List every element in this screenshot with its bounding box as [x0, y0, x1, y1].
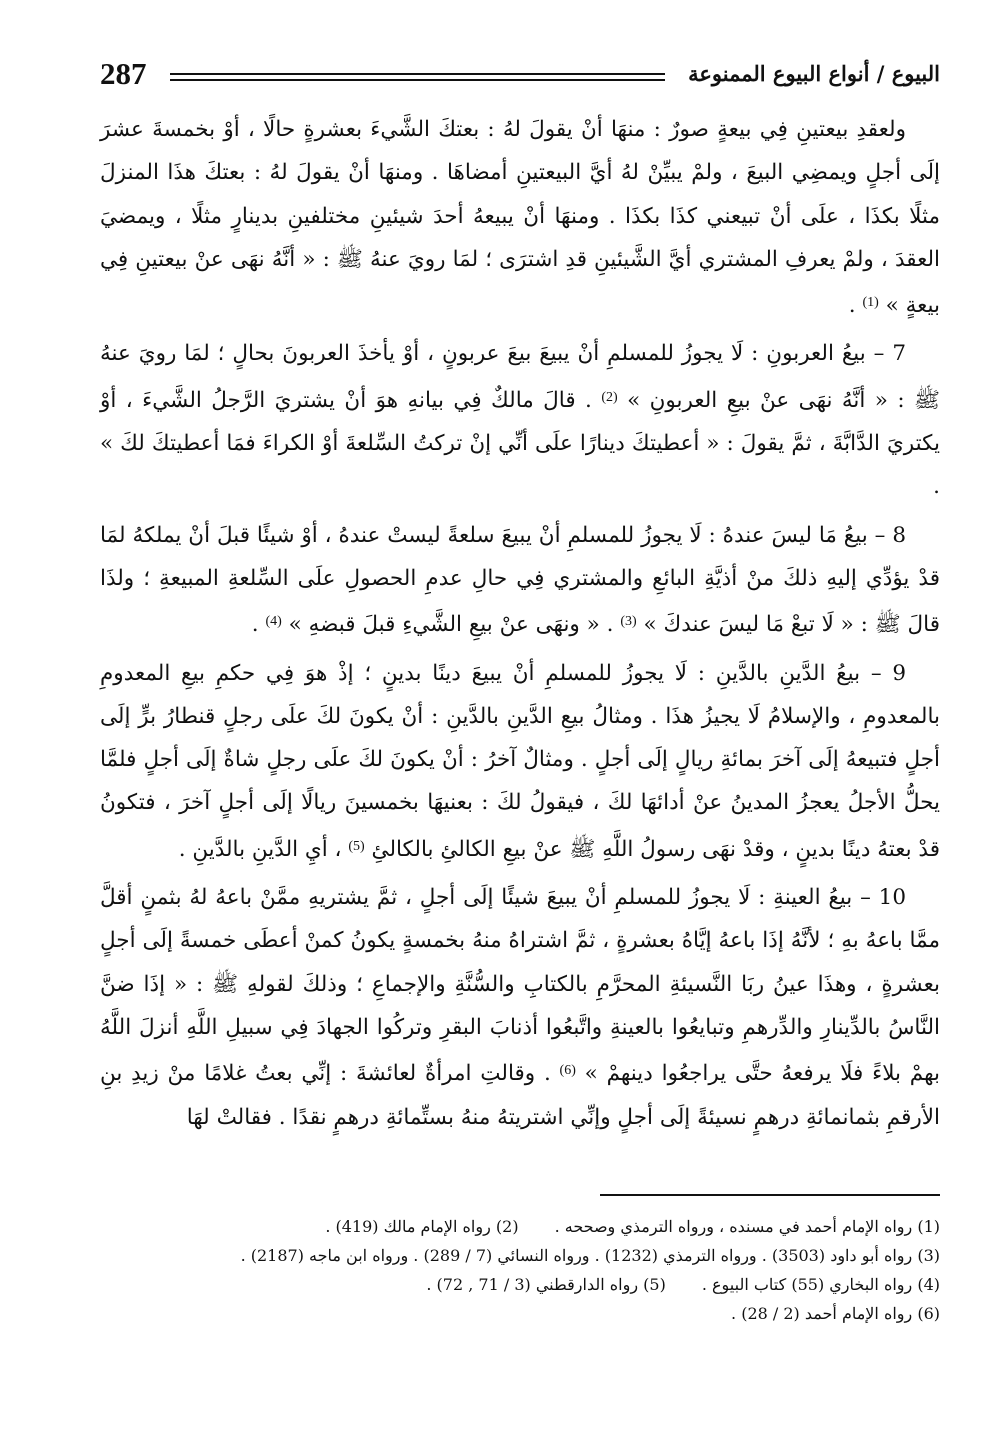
footnote-reference: (6): [559, 1063, 576, 1079]
footnotes: [120, 1212, 940, 1328]
header-rule: [170, 79, 665, 81]
paragraph-text: 9 – بيعُ الدَّينِ بالدَّينِ : لَا يجوزُ للمسلمِ أنْ يبيعَ دينًا بدينٍ ؛ إذْ هوَ فِي حكمِ بيعِ المعدومِ بالمعدومِ ، والإسلامُ لَا يجيزُ هذَا . ومثالُ بيعِ الدَّينِ بالدَّينِ : أنْ يكونَ لكَ علَى رجلٍ قنطارُ برٍّ إلَى أجلٍ فتبيعهُ إلَى آخرَ بمائةِ ريالٍ إلَى أجلٍ . ومثالٌ آخرُ : أنْ يكونَ لكَ علَى رجلٍ شاةٌ إلَى أجلٍ فلمَّا يحلُّ الأجلُ يعجزُ المدينُ عنْ أدائهَا لكَ ، فيقولُ لكَ : بعنيهَا بخمسينَ ريالًا إلَى أجلٍ آخرَ ، فتكونُ قدْ بعتهُ دينًا بدينٍ ، وقدْ نهَى رسولُ اللَّهِ ﷺ عنْ بيعِ الكالئِ بالكالئِ: [100, 660, 940, 862]
footnote-rule: [600, 1194, 940, 1196]
footnote: (1) رواه الإمام أحمد في مسنده ، ورواه الترمذي وصححه .: [554, 1217, 940, 1236]
footnote: (2) رواه الإمام مالك (419) .: [325, 1217, 519, 1236]
body-paragraph: [100, 652, 940, 871]
footnote-line: [120, 1270, 940, 1299]
footnote-reference: (3): [620, 614, 637, 630]
footnote-line: [120, 1241, 940, 1270]
paragraph-text: ولعقدِ بيعتينِ فِي بيعةٍ صورٌ : منهَا أنْ يقولَ لهُ : بعتكَ الشَّيءَ بعشرةٍ حالًا ، أوْ بخمسةَ عشرَ إلَى أجلٍ ويمضِي البيعَ ، ولمْ يبيِّنْ لهُ أيَّ البيعتينِ أمضاهَا . ومنهَا أنْ يقولَ لهُ : بعتكَ هذَا المنزلَ مثلًا بكذَا ، علَى أنْ تبيعني كذَا بكذَا . ومنهَا أنْ يبيعهُ أحدَ شيئينِ مختلفينِ بدينارٍ مثلًا ، ويمضيَ العقدَ ، ولمْ يعرفِ المشتري أيَّ الشَّيئينِ قدِ اشترَى ؛ لمَا رويَ عنهُ ﷺ : « أنَّهُ نهَى عنْ بيعتينِ فِي بيعةٍ »: [100, 117, 940, 319]
running-title: البيوع / أنواع البيوع الممنوعة: [688, 61, 940, 86]
paragraph-text: 8 – بيعُ مَا ليسَ عندهُ : لَا يجوزُ للمسلمِ أنْ يبيعَ سلعةً ليستْ عندهُ ، أوْ شيئًا قبلَ أنْ يملكهُ لمَا قدْ يؤدِّي إليهِ ذلكَ منْ أذيَّةِ البائعِ والمشتري فِي حالِ عدمِ الحصولِ علَى السِّلعةِ المبيعةِ ؛ ولذَا قالَ ﷺ : « لَا تبعْ مَا ليسَ عندكَ »: [100, 522, 940, 638]
footnote-line: [120, 1299, 940, 1328]
footnote: (3) رواه أبو داود (3503) . ورواه الترمذي (1232) . ورواه النسائي (7 / 289) . ورواه ابن ماجه (2187) .: [240, 1246, 940, 1265]
footnote-reference: (1): [862, 295, 879, 311]
body-paragraph: [100, 332, 940, 508]
footnote: (5) رواه الدارقطني (3 / 71 , 72) .: [426, 1275, 666, 1294]
body-text: [100, 108, 940, 1144]
footnote-reference: (2): [601, 389, 618, 405]
page-number: 287: [100, 56, 147, 91]
footnote-line: [120, 1212, 940, 1241]
paragraph-text: . « ونهَى عنْ بيعِ الشَّيءِ قبلَ قبضهِ »: [281, 612, 621, 638]
header-rule: [170, 73, 665, 75]
page-header: [100, 56, 940, 92]
body-paragraph: [100, 514, 940, 647]
body-paragraph: [100, 876, 940, 1139]
paragraph-text: .: [848, 293, 863, 319]
paragraph-text: 7 – بيعُ العربونِ : لَا يجوزُ للمسلمِ أنْ يبيعَ بيعَ عربونٍ ، أوْ يأخذَ العربونَ بحالٍ ؛ لمَا رويَ عنهُ ﷺ : « أنَّهُ نهَى عنْ بيعِ العربونِ »: [100, 341, 940, 413]
footnote-reference: (5): [348, 838, 365, 854]
paragraph-text: ، أيِ الدَّينِ بالدَّينِ .: [178, 836, 349, 862]
body-paragraph: [100, 108, 940, 327]
paragraph-text: .: [251, 612, 266, 638]
footnote-reference: (4): [265, 614, 282, 630]
paragraph-text: . وقالتِ امرأةٌ لعائشةَ : إنِّي بعتُ غلامًا منْ زيدِ بنِ الأرقمِ بثمانمائةِ درهمٍ نسيئةً إلَى أجلٍ وإنِّي اشتريتهُ منهُ بستِّمائةِ درهمٍ نقدًا . فقالتْ لهَا: [100, 1061, 940, 1130]
paragraph-text: 10 – بيعُ العينةِ : لَا يجوزُ للمسلمِ أنْ يبيعَ شيئًا إلَى أجلٍ ، ثمَّ يشتريهِ ممَّنْ باعهُ لهُ بثمنٍ أقلَّ ممَّا باعهُ بهِ ؛ لأنَّهُ إذَا باعهُ إيَّاهُ بعشرةٍ ، ثمَّ اشتراهُ منهُ بخمسةٍ يكونُ كمنْ أعطَى خمسةً إلَى أجلٍ بعشرةٍ ، وهذَا عينُ ربَا النَّسيئةِ المحرَّمِ بالكتابِ والسُّنَّةِ والإجماعِ ؛ وذلكَ لقولهِ ﷺ : « إذَا ضنَّ النَّاسُ بالدِّينارِ والدِّرهمِ وتبايعُوا بالعينةِ واتَّبعُوا أذنابَ البقرِ وتركُوا الجهادَ فِي سبيلِ اللَّهِ أنزلَ اللَّهُ بهمْ بلاءً فلَا يرفعهُ حتَّى يراجعُوا دينهمْ »: [100, 885, 940, 1087]
footnote: (6) رواه الإمام أحمد (2 / 28) .: [731, 1304, 940, 1323]
paragraph-text: . قالَ مالكٌ فِي بيانهِ هوَ أنْ يشتريَ الرَّجلُ الشَّيءَ ، أوْ يكتريَ الدَّابَّةَ ، ثمَّ يقولَ : « أعطيتكَ دينارًا علَى أنِّي إنْ تركتُ السِّلعةَ أوْ الكراءَ فمَا أعطيتكَ لكَ » .: [100, 387, 940, 500]
footnote: (4) رواه البخاري (55) كتاب البيوع .: [701, 1275, 940, 1294]
